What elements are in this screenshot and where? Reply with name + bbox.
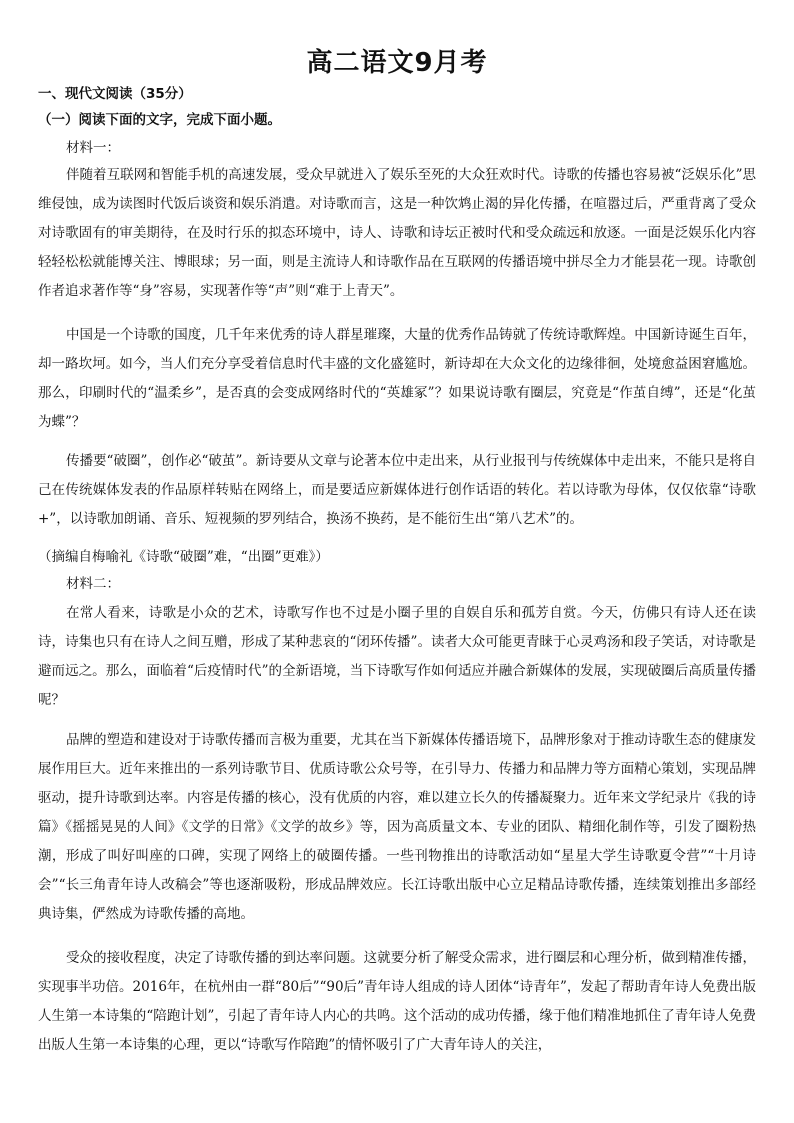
page-title: 高二语文9月考 — [306, 48, 488, 78]
material-one-label: 材料一： — [66, 140, 120, 156]
material-one-paragraph-1: 伴随着互联网和智能手机的高速发展，受众早就进入了娱乐至死的大众狂欢时代。诗歌的传播也容易被“泛娱乐化”思维侵蚀，成为读图时代饭后谈资和娱乐消遣。对诗歌而言，这是一种饮鸩止渴的异化传播，在喧嚣过后，严重背离了受众对诗歌固有的审美期待，在及时行乐的拟态环境中，诗人、诗歌和诗坛正被时代和受众疏远和放逐。一面是泛娱乐化内容轻轻松松就能博关注、博眼球；另一面，则是主流诗人和诗歌作品在互联网的传播语境中拼尽全力才能昙花一现。诗歌创作者追求著作等“身”容易，实现著作等“声”则“难于上青天”。 — [38, 167, 756, 299]
material-two-paragraph-2: 品牌的塑造和建设对于诗歌传播而言极为重要，尤其在当下新媒体传播语境下，品牌形象对于推动诗歌生态的健康发展作用巨大。近年来推出的一系列诗歌节目、优质诗歌公众号等，在引导力、传播力和品牌力等方面精心策划，实现品牌驱动，提升诗歌到达率。内容是传播的核心，没有优质的内容，难以建立长久的传播凝聚力。近年来文学纪录片《我的诗篇》《摇摇晃晃的人间》《文学的日常》《文学的故乡》等，因为高质量文本、专业的团队、精细化制作等，引发了圈粉热潮，形成了叫好叫座的口碑，实现了网络上的破圈传播。一些刊物推出的诗歌活动如“星星大学生诗歌夏令营”“十月诗会”“长三角青年诗人改稿会”等也逐渐吸粉，形成品牌效应。长江诗歌出版中心立足精品诗歌传播，连续策划推出多部经典诗集，俨然成为诗歌传播的高地。 — [38, 732, 756, 922]
subsection-heading: （一）阅读下面的文字，完成下面小题。 — [38, 112, 281, 128]
material-one-paragraph-3: 传播要“破圈”，创作必“破茧”。新诗要从文章与论著本位中走出来，从行业报刊与传统媒体中走出来，不能只是将自己在传统媒体发表的作品原样转贴在网络上，而是要适应新媒体进行创作话语的转化。若以诗歌为母体，仅仅依靠“诗歌+”，以诗歌加朗诵、音乐、短视频的罗列结合，换汤不换药，是不能衍生出“第八艺术”的。 — [38, 453, 756, 527]
material-two-paragraph-3: 受众的接收程度，决定了诗歌传播的到达率问题。这就要分析了解受众需求，进行圈层和心理分析，做到精准传播，实现事半功倍。2016年，在杭州由一群“80后”“90后”青年诗人组成的诗人团体“诗青年”，发起了帮助青年诗人免费出版人生第一本诗集的“陪跑计划”，引起了青年诗人内心的共鸣。这个活动的成功传播，缘于他们精准地抓住了青年诗人免费出版人生第一本诗集的心理，更以“诗歌写作陪跑”的情怀吸引了广大青年诗人的关注， — [38, 950, 756, 1053]
material-two-label: 材料二： — [66, 576, 120, 592]
material-one-source: （摘编自梅喻礼《诗歌“破圈”难，“出圈”更难》） — [38, 549, 329, 565]
material-two-paragraph-1: 在常人看来，诗歌是小众的艺术，诗歌写作也不过是小圈子里的自娱自乐和孤芳自赏。今天，仿佛只有诗人还在读诗，诗集也只有在诗人之间互赠，形成了某种悲哀的“闭环传播”。读者大众可能更青睐于心灵鸡汤和段子笑话，对诗歌是避而远之。那么，面临着“后疫情时代”的全新语境，当下诗歌写作如何适应并融合新媒体的发展，实现破圈后高质量传播呢？ — [38, 605, 756, 708]
material-one-paragraph-2: 中国是一个诗歌的国度，几千年来优秀的诗人群星璀璨，大量的优秀作品铸就了传统诗歌辉煌。中国新诗诞生百年，却一路坎坷。如今，当人们充分享受着信息时代丰盛的文化盛筵时，新诗却在大众文化的边缘徘徊，处境愈益困窘尴尬。那么，印刷时代的“温柔乡”，是否真的会变成网络时代的“英雄冢”？如果说诗歌有圈层，究竟是“作茧自缚”，还是“化茧为蝶”？ — [38, 327, 756, 430]
section-heading: 一、现代文阅读（35分） — [38, 86, 192, 102]
